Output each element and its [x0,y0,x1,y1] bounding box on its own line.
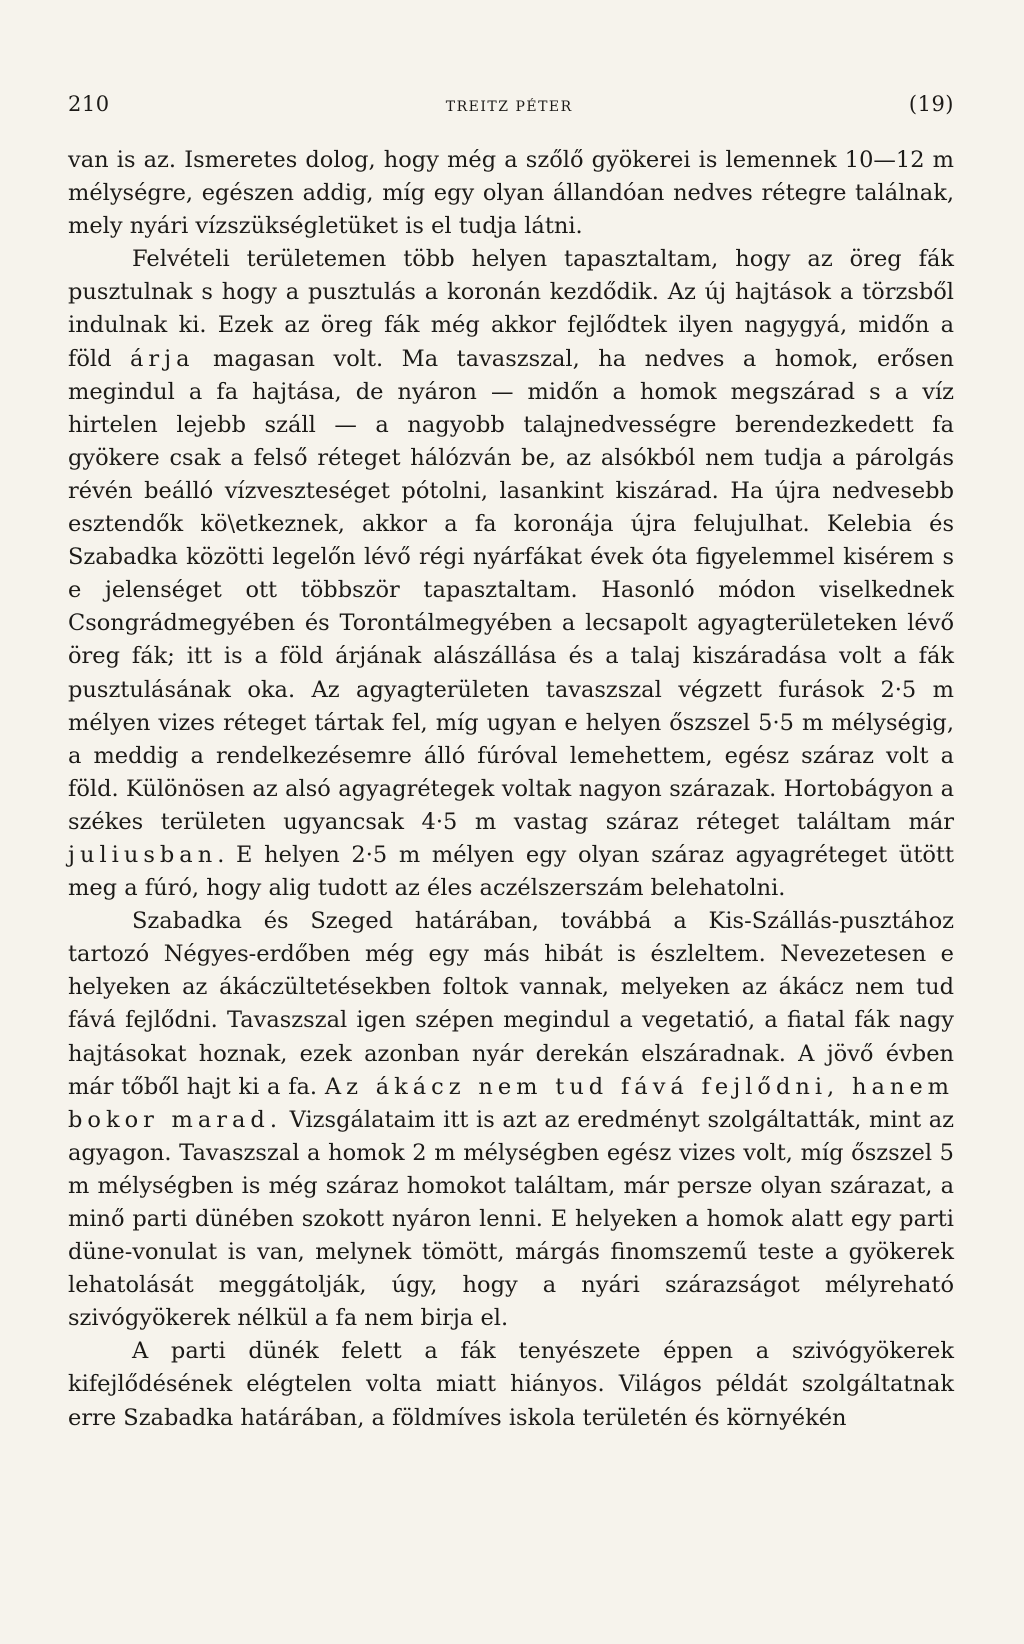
paragraph-text: A parti dünék felett a fák tenyészete éppen a szivógyökerek kifejlődésének elégtelen volta miatt hiányos. Világos példát szolgáltatnak erre Szabadka határában, a földmíves iskola területén és környékén [68,1338,954,1431]
running-head [68,92,954,116]
page-number: 210 [68,92,110,116]
section-number: (19) [908,92,954,116]
paragraph [68,243,954,905]
running-head-author: TREITZ PÉTER [445,99,573,115]
paragraph-text: . E helyen 2·5 m mélyen egy olyan száraz agyagréteget ütött meg a fúró, hogy alig tudott az éles aczélszerszám belehatolni. [68,841,954,902]
paragraph-text: magasan volt. Ma tavaszszal, ha nedves a homok, erősen megindul a fa hajtása, de nyáron — midőn a homok megszárad s a víz hirtelen lejebb száll — a nagyobb talajnedvességre berendezkedett fa gyökere csak a felső réteget hálózván be, az alsókból nem tudja a párolgás révén beálló vízveszteséget pótolni, lasankint kiszárad. Ha újra nedvesebb esztendők kö\etkeznek, akkor a fa koronája újra felujulhat. Kelebia és Szabadka közötti legelőn lévő régi nyárfákat évek óta figyelemmel kisérem s e jelenséget ott többször tapasztaltam. Hasonló módon viselkednek Csongrádmegyében és Torontálmegyében a lecsapolt agyagterületeken lévő öreg fák; itt is a föld árjának alászállása és a talaj kiszáradása volt a fák pusztulásának oka. Az agyagterületen tavaszszal végzett furások 2·5 m mélyen vizes réteget tártak fel, míg ugyan e helyen őszszel 5·5 m mélységig, a meddig a rendelkezésemre álló fúróval lemehettem, egész száraz volt a föld. Különösen az alsó agyagrétegek voltak nagyon szárazak. Hortobágyon a székes területen ugyancsak 4·5 m vastag száraz réteget találtam már [68,345,954,835]
paragraph [68,1335,954,1434]
spaced-emphasis-text: juliusban [68,841,218,868]
document-page [68,92,954,1435]
body-text [68,144,954,1435]
spaced-emphasis-text: Az ákácz nem tud fává fejlődni, hanem bokor marad. [68,1073,954,1133]
paragraph [68,905,954,1335]
paragraph [68,144,954,243]
paragraph-text: Vizsgálataim itt is azt az eredményt szolgáltatták, mint az agyagon. Tavaszszal a homok 2 m mélységben egész vizes volt, míg őszszel 5 m mélységben is még száraz homokot találtam, már persze olyan szárazat, a minő parti dünében szokott nyáron lenni. E helyeken a homok alatt egy parti düne-vonulat is van, melynek tömött, márgás finomszemű teste a gyökerek lehatolását meggátolják, úgy, hogy a nyári szárazságot mélyreható szivógyökerek nélkül a fa nem birja el. [68,1106,955,1332]
spaced-emphasis-text: árja [129,345,195,372]
paragraph-text: van is az. Ismeretes dolog, hogy még a szőlő gyökerei is lemennek 10—12 m mélységre, egészen addig, míg egy olyan állandóan nedves rétegre találnak, mely nyári vízszükségletüket is el tudja látni. [68,147,954,240]
paragraph-text: Szabadka és Szeged határában, továbbá a Kis-Szállás-pusztához tartozó Négyes-erdőben még egy más hibát is észleltem. Nevezetesen e helyeken az ákáczültetésekben foltok vannak, melyeken az ákácz nem tud fává fejlődni. Tavaszszal igen szépen megindul a vegetatió, a fiatal fák nagy hajtásokat hoznak, ezek azonban nyár derekán elszáradnak. A jövő évben már tőből hajt ki a fa. [68,908,954,1100]
paragraph-text: Felvételi területemen több helyen tapasztaltam, hogy az öreg fák pusztulnak s hogy a pusztulás a koronán kezdődik. Az új hajtások a törzsből indulnak ki. Ezek az öreg fák még akkor fejlődtek ilyen nagygyá, midőn a föld [68,246,954,372]
